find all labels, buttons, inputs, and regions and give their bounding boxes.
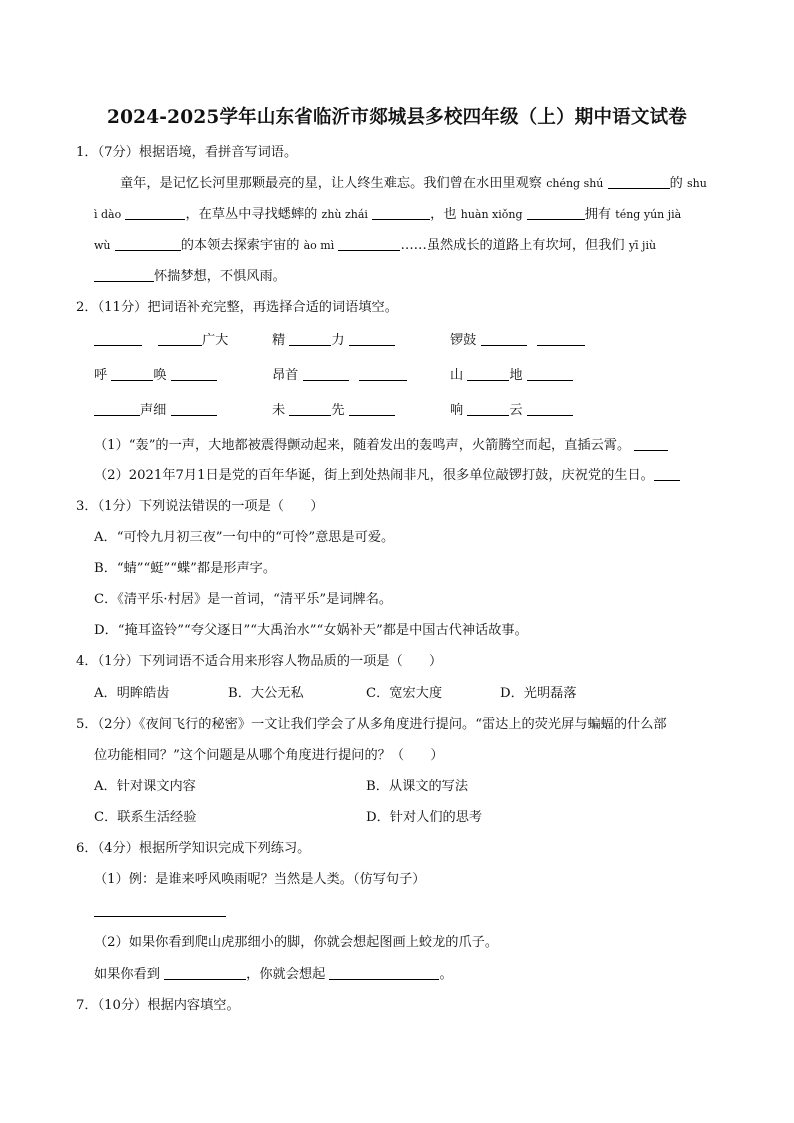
option-d[interactable]: D．光明磊落 [500,686,577,701]
question-6-part-1: （1）例：是谁来呼风唤雨呢？当然是人类。（仿写句子） [94,872,426,887]
answer-blank[interactable] [527,366,573,381]
answer-blank[interactable] [289,401,331,416]
answer-blank[interactable] [349,401,395,416]
word-item: 精 力 [272,331,395,351]
pinyin: shu [687,177,707,190]
question-2-heading: 2．（11分）把词语补充完整，再选择合适的词语填空。 [76,300,398,315]
answer-blank[interactable] [527,401,573,416]
answer-blank[interactable] [467,366,509,381]
option-a[interactable]: A．“可怜九月初三夜”一句中的“可怜”意思是可爱。 [94,530,395,545]
answer-blank[interactable] [94,331,142,346]
pinyin: chéng shú [546,177,604,190]
question-1-line-4: 怀揣梦想，不惧风雨。 [94,267,286,287]
word-item: 锣鼓 [450,331,585,351]
page-title: 2024-2025学年山东省临沂市郯城县多校四年级（上）期中语文试卷 [107,107,687,128]
answer-blank[interactable] [125,205,185,220]
pinyin: téng yún jià [615,208,682,221]
answer-blank[interactable] [654,466,680,481]
word-item: 广大 [158,331,228,351]
answer-blank[interactable] [171,366,217,381]
word-item: 昂首 [272,366,407,386]
answer-blank[interactable] [467,401,509,416]
question-6-answer-line [94,902,226,922]
word-item: 声细 [94,401,217,421]
question-2-sentence-1: （1）“轰”的一声，大地都被震得颤动起来，随着发出的轰鸣声，火箭腾空而起，直插云霄。 [94,436,668,456]
question-6-part-2: （2）如果你看到爬山虎那细小的脚，你就会想起图画上蛟龙的爪子。 [94,935,499,950]
option-b[interactable]: B．从课文的写法 [366,779,469,794]
option-c[interactable]: C．宽宏大度 [366,686,443,701]
answer-blank[interactable] [164,965,246,980]
word-item: 呼 唤 [94,366,217,386]
option-b[interactable]: B．大公无私 [228,686,304,701]
answer-blank[interactable] [111,366,153,381]
option-c[interactable]: C．《清平乐·村居》是一首词，“清平乐”是词牌名。 [94,592,393,607]
pinyin: wù [94,239,111,252]
question-1-line-2: ì dào ，在草丛中寻找蟋蟀的 zhù zhái ，也 huàn xiǒng 拥有 téng yún jià [94,207,682,222]
option-a[interactable]: A．针对课文内容 [94,779,196,794]
option-d[interactable]: D．“掩耳盗铃”“夸父逐日”“大禹治水”“女娲补天”都是中国古代神话故事。 [94,623,528,638]
option-b[interactable]: B．“蜻”“蜓”“蝶”都是形声字。 [94,561,277,576]
option-c[interactable]: C．联系生活经验 [94,810,197,825]
question-3-heading: 3．（1分）下列说法错误的一项是（ ） [76,499,324,514]
question-6-fill-line: 如果你看到 ，你就会想起 。 [94,967,453,982]
pinyin: ì dào [94,208,122,221]
answer-blank[interactable] [94,902,226,917]
pinyin: zhù zhái [321,208,368,221]
question-1-line-1: 童年，是记忆长河里那颗最亮的星，让人终生难忘。我们曾在水田里观察 chéng shú 的 shu [120,176,707,191]
word-item: 山 地 [450,366,573,386]
question-7-heading: 7．（10分）根据内容填空。 [76,998,240,1013]
pinyin: yī jiù [628,239,657,252]
word-item: 未 先 [272,401,395,421]
option-d[interactable]: D．针对人们的思考 [366,810,483,825]
question-5-heading: 5．（2分）《夜间飞行的秘密》一文让我们学会了从多角度进行提问。“雷达上的荧光屏与蝙蝠的什么部 [76,717,667,732]
answer-blank[interactable] [608,174,670,189]
answer-blank[interactable] [372,205,430,220]
answer-blank[interactable] [94,401,140,416]
question-4-heading: 4．（1分）下列词语不适合用来形容人物品质的一项是（ ） [76,654,443,669]
question-1-line-3: wù 的本领去探索宇宙的 ào mì ……虽然成长的道路上有坎坷，但我们 yī jiù [94,238,657,253]
word-item [94,331,142,351]
question-5-heading-cont: 位功能相同？”这个问题是从哪个角度进行提问的？（ ） [94,748,444,763]
answer-blank[interactable] [289,331,331,346]
question-1-heading: 1．（7分）根据语境，看拼音写词语。 [76,145,298,160]
answer-blank[interactable] [338,236,400,251]
answer-blank[interactable] [158,331,202,346]
answer-blank[interactable] [171,401,217,416]
answer-blank[interactable] [359,366,407,381]
answer-blank[interactable] [349,331,395,346]
word-item: 响 云 [450,401,573,421]
option-a[interactable]: A．明眸皓齿 [94,686,170,701]
answer-blank[interactable] [537,331,585,346]
answer-blank[interactable] [115,236,181,251]
answer-blank[interactable] [481,331,527,346]
answer-blank[interactable] [634,436,668,451]
pinyin: ào mì [303,239,335,252]
pinyin: huàn xiǒng [460,208,523,221]
answer-blank[interactable] [527,205,585,220]
question-6-heading: 6．（4分）根据所学知识完成下列练习。 [76,841,311,856]
answer-blank[interactable] [303,366,349,381]
answer-blank[interactable] [329,965,439,980]
question-2-sentence-2: （2）2021年7月1日是党的百年华诞，街上到处热闹非凡，很多单位敲锣打鼓，庆祝党的生日。 [94,466,680,486]
answer-blank[interactable] [94,267,154,282]
